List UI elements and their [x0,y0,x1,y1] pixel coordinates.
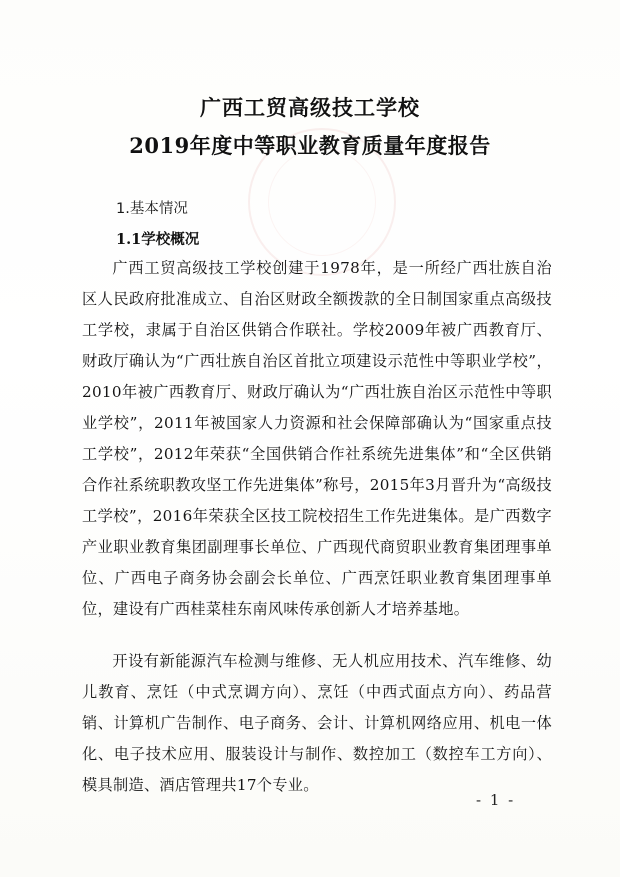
subsection-heading: 1.1学校概况 [116,231,200,248]
document-title-school: 广西工贸高级技工学校 [200,95,420,120]
section-heading: 1.基本情况 [116,201,188,217]
paragraph-majors: 开设有新能源汽车检测与维修、无人机应用技术、汽车维修、幼儿教育、烹饪（中式烹调方向）、烹饪（中西式面点方向）、药品营销、计算机广告制作、电子商务、会计、计算机网络应用、机电一体化、电子技术应用、服装设计与制作、数控加工（数控车工方向）、模具制造、酒店管理共17个专业。 [82,652,552,794]
paragraph-school-overview: 广西工贸高级技工学校创建于1978年，是一所经广西壮族自治区人民政府批准成立、自治区财政全额拨款的全日制国家重点高级技工学校，隶属于自治区供销合作联社。学校2009年被广西教育厅、财政厅确认为“广西壮族自治区首批立项建设示范性中等职业学校”，2010年被广西教育厅、财政厅确认为“广西壮族自治区示范性中等职业学校”，2011年被国家人力资源和社会保障部确认为“国家重点技工学校”，2012年荣获“全国供销合作社系统先进集体”和“全区供销合作社系统职教攻坚工作先进集体”称号，2015年3月晋升为“高级技工学校”，2016年荣获全区技工院校招生工作先进集体。是广西数字产业职业教育集团副理事长单位、广西现代商贸职业教育集团理事单位、广西电子商务协会副会长单位、广西烹饪职业教育集团理事单位，建设有广西桂菜桂东南风味传承创新人才培养基地。 [82,259,552,618]
document-title-report: 2019年度中等职业教育质量年度报告 [129,133,491,158]
page-number: - 1 - [476,791,516,809]
